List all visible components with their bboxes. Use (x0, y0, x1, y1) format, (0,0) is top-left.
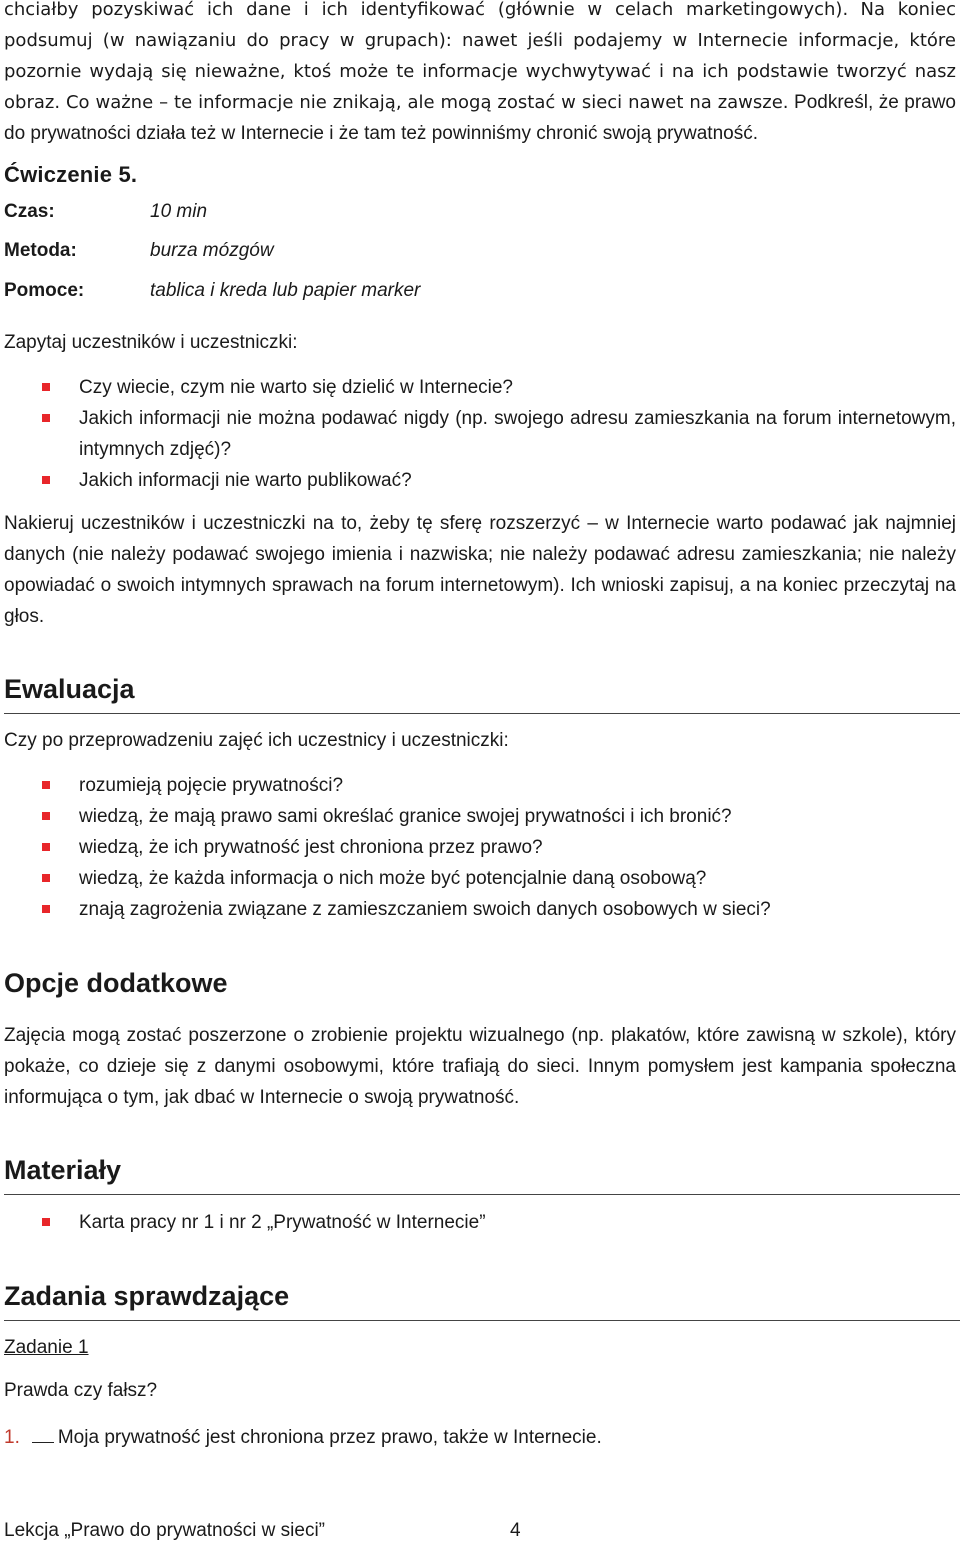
guide-paragraph: Nakieruj uczestników i uczestniczki na to, żeby tę sferę rozszerzyć – w Internecie warto podawać jak najmniej danych (nie należy podawać swojego imienia i nazwiska; nie należy podawać adresu zamieszkania; nie należy opowiadać o swoich intymnych sprawach na forum internetowym). Ich wnioski zapisuj, a na koniec przeczytaj na głos. (4, 513, 956, 627)
page-number: 4 (510, 1520, 521, 1541)
intro-emphasis: Podkreśl, że prawo do prywatności działa też w Internecie i że tam też powinniśmy chronić swoją prywatność. (4, 92, 957, 144)
list-item: Jakich informacji nie można podawać nigdy (np. swojego adresu zamieszkania na forum internetowym, intymnych zdjęć)? (4, 403, 956, 465)
bullet-icon (42, 905, 50, 913)
task-item (4, 1424, 602, 1449)
list-item: Czy wiecie, czym nie warto się dzielić w Internecie? (4, 372, 956, 403)
meta-value: tablica i kreda lub papier marker (150, 280, 421, 301)
meta-label: Metoda: (4, 240, 77, 261)
bullet-icon (42, 781, 50, 789)
section-heading-extra: Opcje dodatkowe (4, 968, 228, 998)
list-item: Karta pracy nr 1 i nr 2 „Prywatność w Internecie” (4, 1207, 956, 1238)
bullet-icon (42, 843, 50, 851)
task-item-number: 1. (4, 1427, 20, 1448)
answer-blank[interactable] (32, 1424, 54, 1443)
section-heading-evaluation: Ewaluacja (4, 674, 960, 714)
bullet-icon (42, 383, 50, 391)
meta-value: 10 min (150, 201, 208, 222)
ask-lead: Zapytaj uczestników i uczestniczki: (4, 332, 298, 353)
list-item: znają zagrożenia związane z zamieszczaniem swoich danych osobowych w sieci? (4, 894, 956, 925)
list-item: wiedzą, że każda informacja o nich może być potencjalnie daną osobową? (4, 863, 956, 894)
section-heading-tasks: Zadania sprawdzające (4, 1281, 960, 1321)
intro-line-1: chciałby pozyskiwać ich dane i ich identyfikować (głównie w celach marketingowych). (4, 0, 849, 20)
footer-lesson-title: Lekcja „Prawo do prywatności w sieci” (4, 1520, 326, 1541)
evaluation-lead: Czy po przeprowadzeniu zajęć ich uczestnicy i uczestniczki: (4, 730, 509, 751)
meta-label: Pomoce: (4, 280, 85, 301)
question-list (4, 372, 956, 496)
list-item: Jakich informacji nie warto publikować? (4, 465, 956, 496)
page-footer (4, 1520, 521, 1542)
bullet-icon (42, 874, 50, 882)
list-item: rozumieją pojęcie prywatności? (4, 770, 956, 801)
section-heading-materials: Materiały (4, 1155, 960, 1195)
bullet-icon (42, 414, 50, 422)
meta-value: burza mózgów (150, 240, 274, 261)
bullet-icon (42, 476, 50, 484)
meta-label: Czas: (4, 201, 55, 222)
evaluation-list (4, 770, 956, 925)
task-title: Zadanie 1 (4, 1337, 89, 1358)
exercise-title: Ćwiczenie 5. (4, 162, 138, 187)
task-prompt: Prawda czy fałsz? (4, 1380, 158, 1401)
bullet-icon (42, 812, 50, 820)
task-item-text: Moja prywatność jest chroniona przez prawo, także w Internecie. (57, 1427, 602, 1448)
extra-paragraph: Zajęcia mogą zostać poszerzone o zrobienie projektu wizualnego (np. plakatów, które zawisną w szkole), który pokaże, co dzieje się z danymi osobowymi, które trafiają do sieci. Innym pomysłem jest kampania społeczna informująca o tym, jak dbać w Internecie o swoją prywatność. (4, 1025, 956, 1108)
bullet-icon (42, 1218, 50, 1226)
intro-summary: Na koniec podsumuj (w nawiązaniu do pracy w grupach): nawet jeśli podajemy w Internecie informacje, które pozornie wydają się nieważne, ktoś może te informacje wychwytywać i na ich podstawie tworzyć nasz obraz. Co ważne – te informacje nie znikają, ale mogą zostać w sieci nawet na zawsze. (4, 0, 956, 113)
materials-list (4, 1207, 956, 1238)
list-item: wiedzą, że mają prawo sami określać granice swojej prywatności i ich bronić? (4, 801, 956, 832)
intro-paragraph (4, 0, 956, 149)
list-item: wiedzą, że ich prywatność jest chroniona przez prawo? (4, 832, 956, 863)
